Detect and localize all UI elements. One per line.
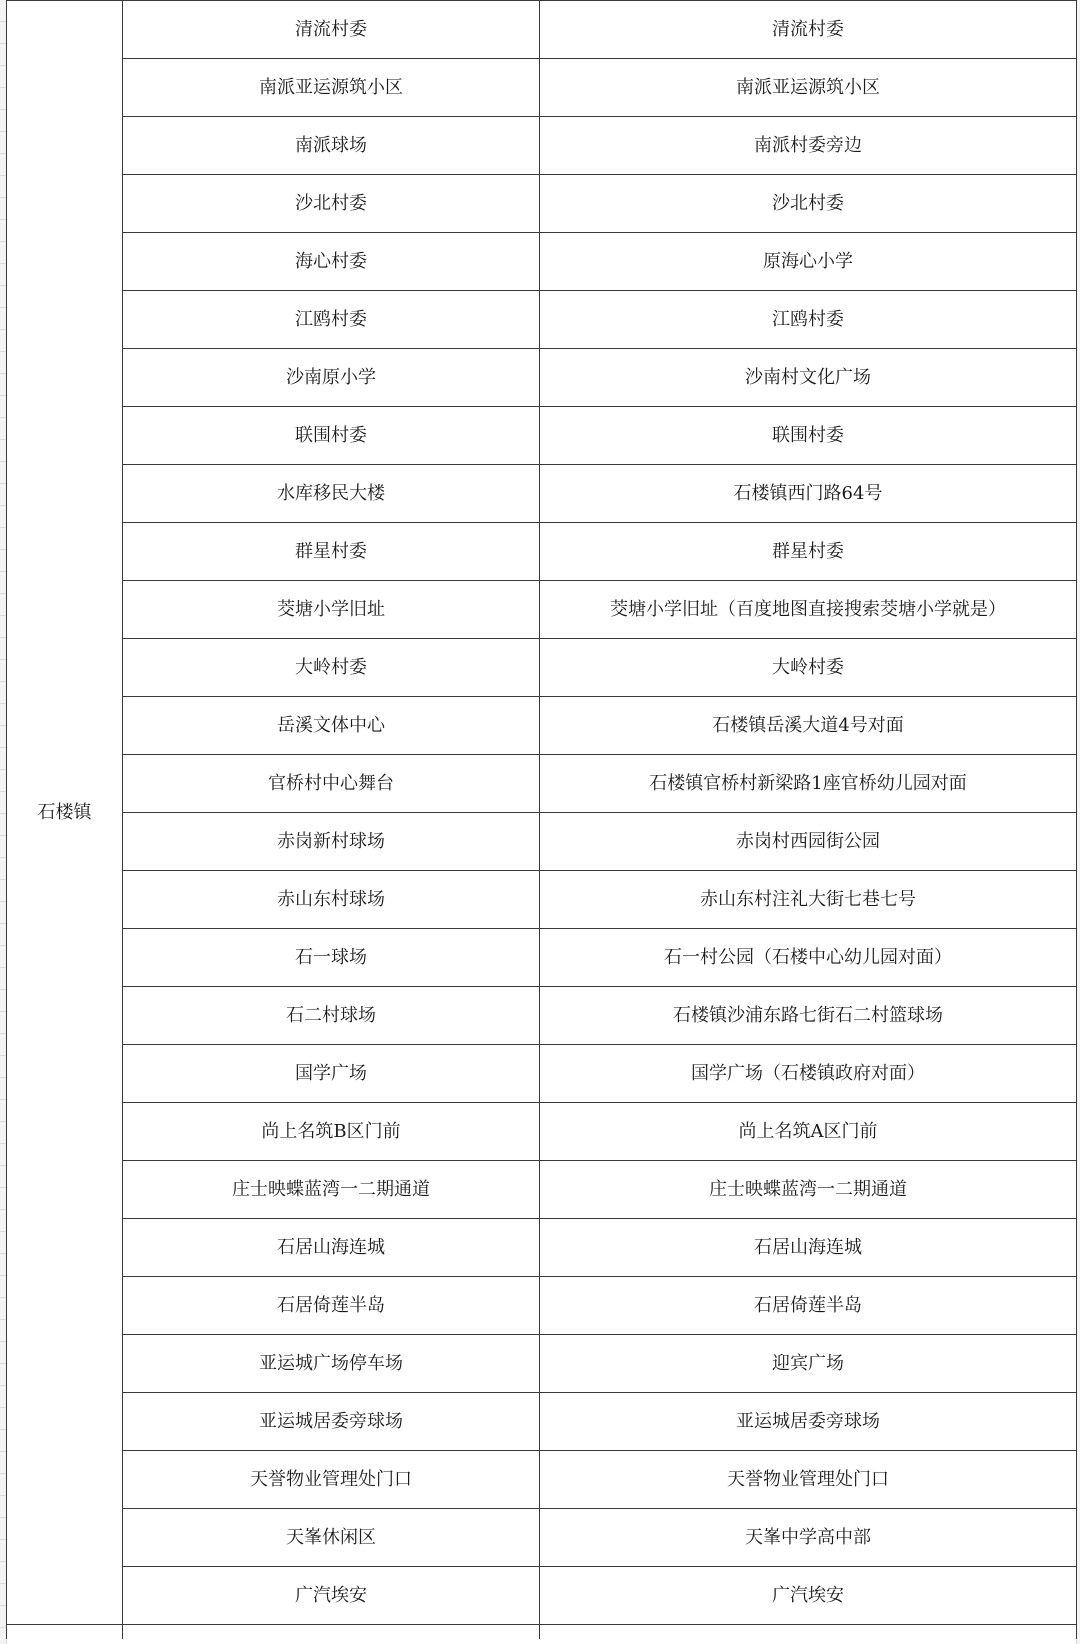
site-name-cell[interactable]: 沙南原小学 <box>123 349 540 407</box>
table-row <box>7 465 1077 523</box>
site-address-cell[interactable]: 原海心小学 <box>540 233 1077 291</box>
table-row <box>7 117 1077 175</box>
site-address-cell[interactable]: 石楼镇岳溪大道4号对面 <box>540 697 1077 755</box>
site-name-cell[interactable]: 石二村球场 <box>123 987 540 1045</box>
site-name-cell[interactable]: 赤岗新村球场 <box>123 813 540 871</box>
site-address-cell[interactable]: 茭塘小学旧址（百度地图直接搜索茭塘小学就是） <box>540 581 1077 639</box>
table-row <box>7 871 1077 929</box>
empty-cell[interactable] <box>540 1625 1077 1640</box>
site-address-cell[interactable]: 沙南村文化广场 <box>540 349 1077 407</box>
table-row <box>7 407 1077 465</box>
table-row <box>7 1103 1077 1161</box>
site-name-cell[interactable]: 官桥村中心舞台 <box>123 755 540 813</box>
site-name-cell[interactable]: 水库移民大楼 <box>123 465 540 523</box>
site-name-cell[interactable]: 广汽埃安 <box>123 1567 540 1625</box>
table-row <box>7 1393 1077 1451</box>
site-address-cell[interactable]: 石一村公园（石楼中心幼儿园对面） <box>540 929 1077 987</box>
site-name-cell[interactable]: 赤山东村球场 <box>123 871 540 929</box>
site-name-cell[interactable]: 石居倚莲半岛 <box>123 1277 540 1335</box>
table-row <box>7 813 1077 871</box>
site-name-cell[interactable]: 南派球场 <box>123 117 540 175</box>
table-row <box>7 59 1077 117</box>
site-name-cell[interactable]: 石一球场 <box>123 929 540 987</box>
site-name-cell[interactable]: 清流村委 <box>123 1 540 59</box>
site-address-cell[interactable]: 尚上名筑A区门前 <box>540 1103 1077 1161</box>
site-address-cell[interactable]: 南派村委旁边 <box>540 117 1077 175</box>
site-address-cell[interactable]: 广汽埃安 <box>540 1567 1077 1625</box>
site-name-cell[interactable]: 群星村委 <box>123 523 540 581</box>
site-address-cell[interactable]: 大岭村委 <box>540 639 1077 697</box>
table-row <box>7 291 1077 349</box>
site-address-cell[interactable]: 赤山东村注礼大街七巷七号 <box>540 871 1077 929</box>
table-row <box>7 1335 1077 1393</box>
site-address-cell[interactable]: 亚运城居委旁球场 <box>540 1393 1077 1451</box>
site-address-cell[interactable]: 清流村委 <box>540 1 1077 59</box>
site-address-cell[interactable]: 国学广场（石楼镇政府对面） <box>540 1045 1077 1103</box>
table-row <box>7 175 1077 233</box>
table-row <box>7 1509 1077 1567</box>
site-name-cell[interactable]: 沙北村委 <box>123 175 540 233</box>
site-name-cell[interactable]: 天峯休闲区 <box>123 1509 540 1567</box>
table-body <box>7 1 1077 1640</box>
site-name-cell[interactable]: 茭塘小学旧址 <box>123 581 540 639</box>
table-row <box>7 1451 1077 1509</box>
table-row <box>7 697 1077 755</box>
site-address-cell[interactable]: 江鸥村委 <box>540 291 1077 349</box>
site-address-cell[interactable]: 联围村委 <box>540 407 1077 465</box>
site-address-cell[interactable]: 南派亚运源筑小区 <box>540 59 1077 117</box>
table-row <box>7 1045 1077 1103</box>
site-name-cell[interactable]: 亚运城居委旁球场 <box>123 1393 540 1451</box>
table-row <box>7 581 1077 639</box>
site-name-cell[interactable]: 岳溪文体中心 <box>123 697 540 755</box>
table-row <box>7 639 1077 697</box>
site-address-cell[interactable]: 沙北村委 <box>540 175 1077 233</box>
table-row <box>7 929 1077 987</box>
empty-cell[interactable] <box>7 1625 123 1640</box>
site-name-cell[interactable]: 江鸥村委 <box>123 291 540 349</box>
site-address-cell[interactable]: 庄士映蝶蓝湾一二期通道 <box>540 1161 1077 1219</box>
table-row <box>7 1567 1077 1625</box>
site-name-cell[interactable]: 天誉物业管理处门口 <box>123 1451 540 1509</box>
site-name-cell[interactable]: 庄士映蝶蓝湾一二期通道 <box>123 1161 540 1219</box>
site-address-cell[interactable]: 石楼镇西门路64号 <box>540 465 1077 523</box>
table-row <box>7 1161 1077 1219</box>
site-name-cell[interactable]: 亚运城广场停车场 <box>123 1335 540 1393</box>
site-address-cell[interactable]: 迎宾广场 <box>540 1335 1077 1393</box>
table-row <box>7 1 1077 59</box>
site-name-cell[interactable]: 大岭村委 <box>123 639 540 697</box>
site-name-cell[interactable]: 联围村委 <box>123 407 540 465</box>
table-row <box>7 1219 1077 1277</box>
table-row <box>7 523 1077 581</box>
table-row <box>7 1277 1077 1335</box>
next-row-partial <box>7 1625 1077 1640</box>
site-address-cell[interactable]: 群星村委 <box>540 523 1077 581</box>
site-address-cell[interactable]: 赤岗村西园街公园 <box>540 813 1077 871</box>
testing-sites-table <box>6 0 1077 1639</box>
table-row <box>7 755 1077 813</box>
site-address-cell[interactable]: 天誉物业管理处门口 <box>540 1451 1077 1509</box>
site-address-cell[interactable]: 石居山海连城 <box>540 1219 1077 1277</box>
town-cell[interactable]: 石楼镇 <box>7 1 123 1625</box>
table-row <box>7 987 1077 1045</box>
site-address-cell[interactable]: 石楼镇沙浦东路七街石二村篮球场 <box>540 987 1077 1045</box>
site-address-cell[interactable]: 石楼镇官桥村新梁路1座官桥幼儿园对面 <box>540 755 1077 813</box>
site-name-cell[interactable]: 国学广场 <box>123 1045 540 1103</box>
site-name-cell[interactable]: 海心村委 <box>123 233 540 291</box>
site-address-cell[interactable]: 天峯中学高中部 <box>540 1509 1077 1567</box>
table-row <box>7 349 1077 407</box>
empty-cell[interactable] <box>123 1625 540 1640</box>
site-name-cell[interactable]: 尚上名筑B区门前 <box>123 1103 540 1161</box>
site-name-cell[interactable]: 南派亚运源筑小区 <box>123 59 540 117</box>
site-name-cell[interactable]: 石居山海连城 <box>123 1219 540 1277</box>
site-address-cell[interactable]: 石居倚莲半岛 <box>540 1277 1077 1335</box>
table-row <box>7 233 1077 291</box>
